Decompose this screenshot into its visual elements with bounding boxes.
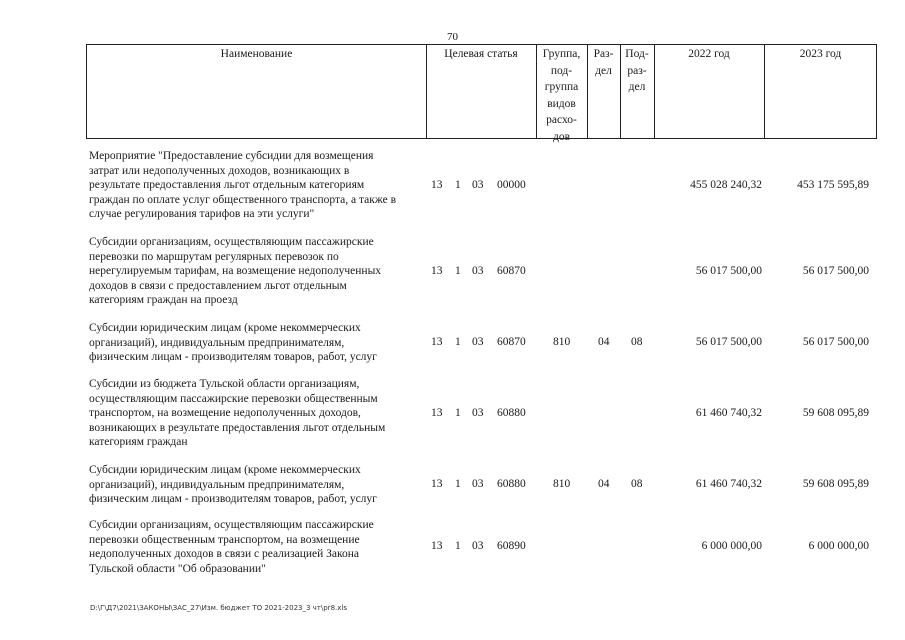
amount-2022: 6 000 000,00	[701, 540, 762, 552]
amount-2023: 56 017 500,00	[802, 336, 869, 348]
code-subprogram: 1	[455, 540, 461, 552]
code-subprogram: 1	[455, 407, 461, 419]
row-name: Субсидии организациям, осуществляющим пассажирские перевозки по маршрутам регулярных перевозок по нерегулируемым тарифам, на возмещение недополученных доходов в связи с предоставлением льгот отдельным категориям граждан на проезд	[89, 236, 382, 306]
subsection: 08	[631, 336, 643, 348]
code-program: 13	[431, 336, 443, 348]
amount-2023: 453 175 595,89	[797, 179, 869, 191]
amount-2022: 56 017 500,00	[695, 336, 762, 348]
amount-2023: 6 000 000,00	[808, 540, 869, 552]
header-subsection: Под- раз- дел	[625, 48, 649, 93]
code-direction: 60870	[497, 336, 526, 348]
header-section: Раз- дел	[593, 48, 614, 77]
code-subprogram: 1	[455, 336, 461, 348]
amount-2023: 59 608 095,89	[802, 478, 869, 490]
amount-2022: 56 017 500,00	[695, 265, 762, 277]
code-measure: 03	[472, 179, 484, 191]
header-target-article: Целевая статья	[444, 48, 518, 60]
code-direction: 60890	[497, 540, 526, 552]
code-measure: 03	[472, 265, 484, 277]
code-subprogram: 1	[455, 265, 461, 277]
row-name: Субсидии организациям, осуществляющим пассажирские перевозки общественным транспортом, на возмещение недополученных доходов в связи с реализацией Закона Тульской области "Об образовании"	[89, 519, 374, 575]
code-program: 13	[431, 478, 443, 490]
code-direction: 60880	[497, 478, 526, 490]
section: 04	[598, 336, 610, 348]
code-direction: 60870	[497, 265, 526, 277]
section: 04	[598, 478, 610, 490]
code-measure: 03	[472, 407, 484, 419]
amount-2022: 61 460 740,32	[695, 478, 762, 490]
header-name: Наименование	[220, 48, 293, 60]
row-name: Мероприятие "Предоставление субсидии для возмещения затрат или недополученных доходов, возникающих в результате предоставления льгот отдельным категориям граждан по оплате услуг общественного транспорта, а также в случае регулирования тарифов на эти услуги"	[89, 150, 397, 220]
row-name: Субсидии юридическим лицам (кроме некоммерческих организаций), индивидуальным предпринимателям, физическим лицам - производителям товаров, работ, услуг	[89, 322, 377, 363]
code-measure: 03	[472, 478, 484, 490]
code-program: 13	[431, 540, 443, 552]
code-direction: 60880	[497, 407, 526, 419]
subsection: 08	[631, 478, 643, 490]
code-program: 13	[431, 265, 443, 277]
amount-2022: 61 460 740,32	[695, 407, 762, 419]
code-program: 13	[431, 179, 443, 191]
code-subprogram: 1	[455, 179, 461, 191]
amount-2022: 455 028 240,32	[690, 179, 762, 191]
amount-2023: 59 608 095,89	[802, 407, 869, 419]
header-expense-group: Группа, под- группа видов расхо- дов	[542, 48, 581, 143]
amount-2023: 56 017 500,00	[802, 265, 869, 277]
expense-group: 810	[553, 336, 571, 348]
code-measure: 03	[472, 540, 484, 552]
table-header	[86, 44, 877, 143]
page-number: 70	[447, 31, 458, 43]
code-direction: 00000	[497, 179, 526, 191]
header-year-2022: 2022 год	[688, 48, 730, 60]
file-path-footer: D:\Г\Д7\2021\ЗАКОНЫ\ЗАС_27\Изм. бюджет ТО 2021-2023_3 чт\pr8.xls	[90, 604, 347, 612]
code-program: 13	[431, 407, 443, 419]
row-name: Субсидии юридическим лицам (кроме некоммерческих организаций), индивидуальным предпринимателям, физическим лицам - производителям товаров, работ, услуг	[89, 464, 377, 505]
code-subprogram: 1	[455, 478, 461, 490]
expense-group: 810	[553, 478, 571, 490]
header-year-2023: 2023 год	[799, 48, 842, 60]
row-name: Субсидии из бюджета Тульской области организациям, осуществляющим пассажирские перевозки общественным транспортом, на возмещение недополученных доходов, возникающих в результате предоставления льгот отдельным категориям граждан	[89, 378, 386, 448]
code-measure: 03	[472, 336, 484, 348]
